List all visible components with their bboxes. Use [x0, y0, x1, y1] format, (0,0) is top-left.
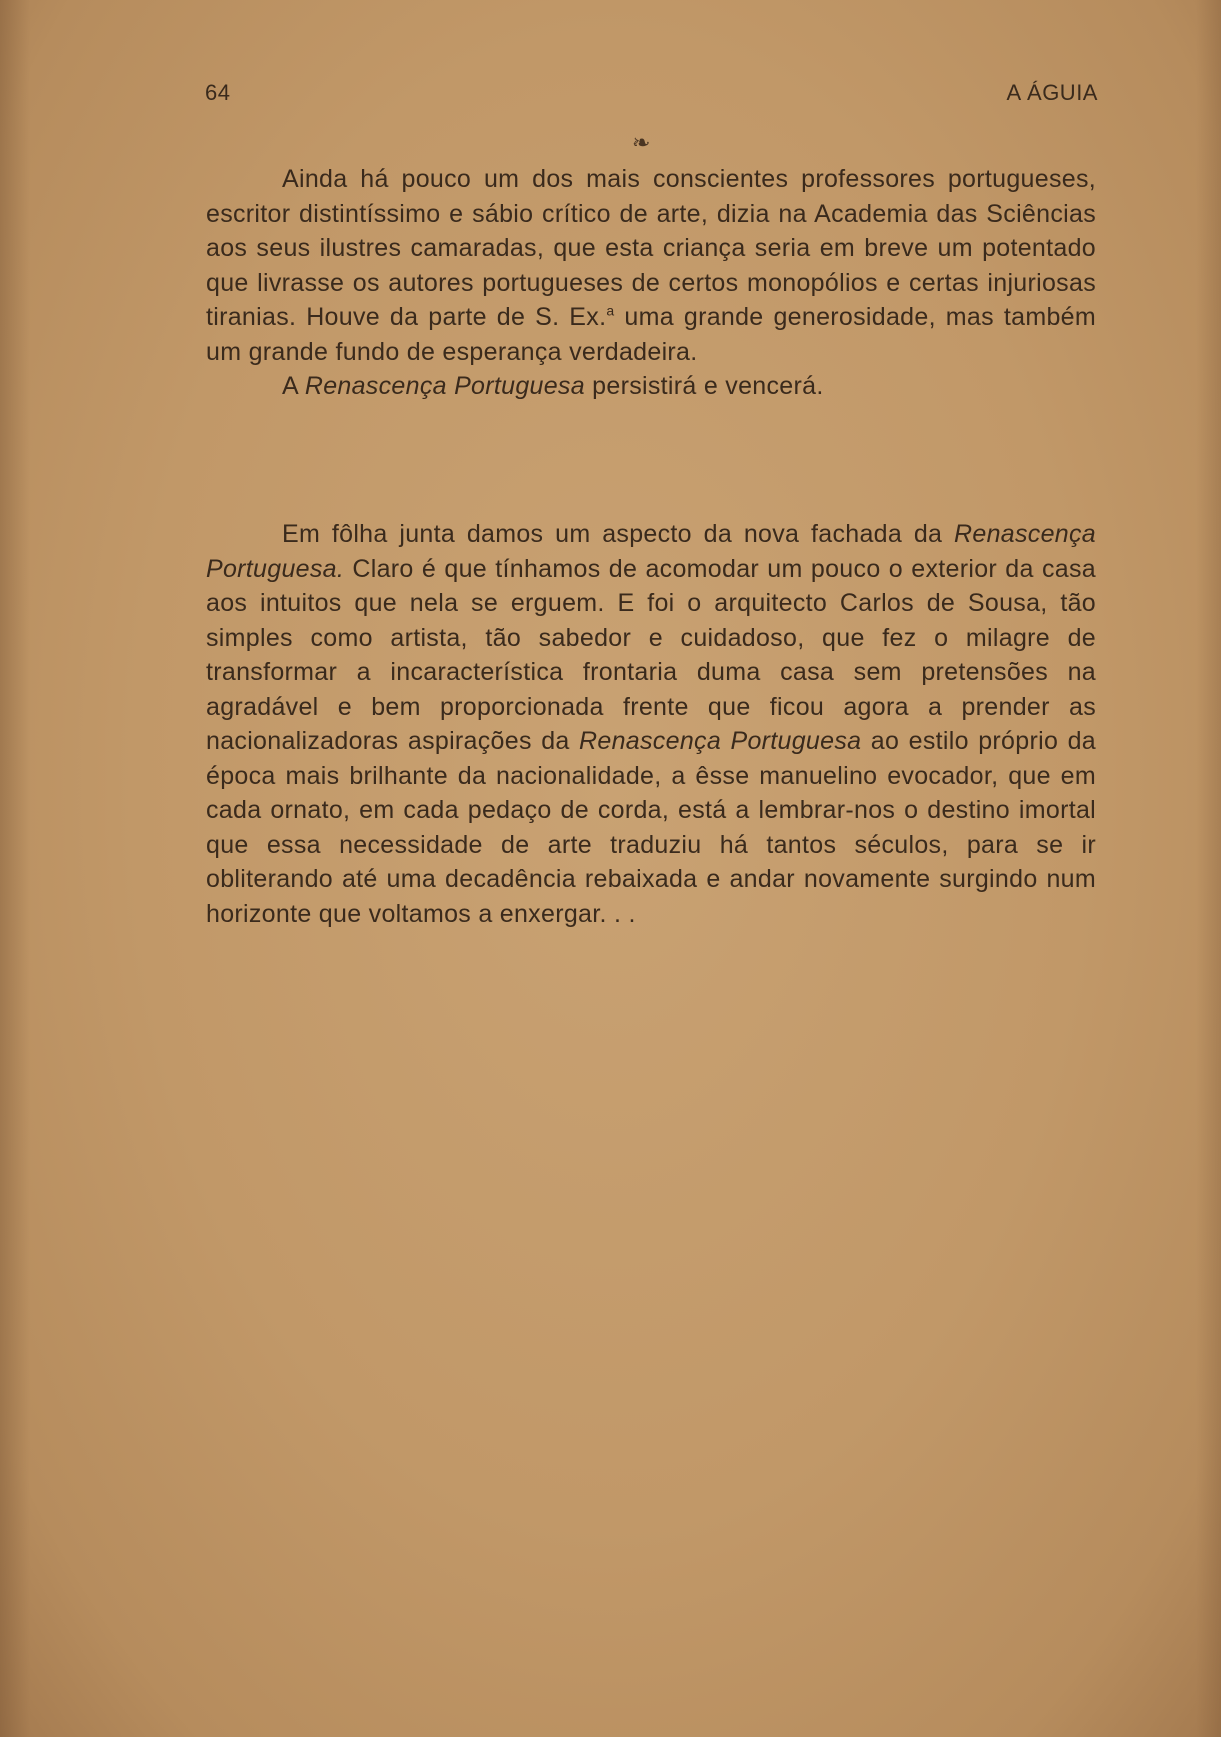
ornament-icon: ❧ — [632, 130, 651, 155]
page-header — [205, 80, 1098, 110]
text-block-top — [206, 162, 1096, 404]
paragraph-2-pre: A — [282, 372, 305, 400]
paragraph-1-text: Ainda há pouco um dos mais conscientes professores portugueses, escritor distintíssimo e sábio crítico de arte, dizia na Academia das Sciências aos seus ilustres camaradas, que esta criança seria em breve um potentado que livrasse os autores portugueses de certos monopólios e certas injuriosas tiranias. Houve da parte de S. Ex. — [206, 165, 1096, 331]
paragraph-1-text-end: uma grande generosidade, mas também um grande fundo de esperança verdadeira. — [206, 303, 1096, 366]
paragraph-2 — [206, 369, 1096, 404]
paragraph-3-i1: Renascença Portuguesa. — [206, 520, 1096, 583]
text-block-bottom — [206, 517, 1096, 931]
paragraph-2-italic: Renascença Portuguesa — [304, 372, 585, 400]
paragraph-2-post: persistirá e vencerá. — [584, 372, 824, 400]
paragraph-3 — [206, 517, 1096, 931]
paragraph-3-t3: ao estilo próprio da época mais brilhante da nacionalidade, a êsse manuelino evocador, que em cada ornato, em cada pedaço de corda, está a lembrar-nos o destino imortal que essa necessidade de arte traduziu há tantos séculos, para se ir obliterando até uma decadência rebaixada e andar novamente surgindo num horizonte que voltamos a enxergar. . . — [206, 727, 1096, 928]
paragraph-1-superscript: a — [606, 302, 615, 319]
paragraph-3-t2: Claro é que tínhamos de acomodar um pouco o exterior da casa aos intuitos que nela se erguem. E foi o arquitecto Carlos de Sousa, tão simples como artista, tão sabedor e cuidadoso, que fez o milagre de transformar a incaracterística frontaria duma casa sem pretensões na agradável e bem proporcionada frente que ficou agora a prender as nacionalizadoras aspirações da — [206, 554, 1096, 755]
page-number: 64 — [205, 80, 231, 105]
paragraph-3-t1: Em fôlha junta damos um aspecto da nova fachada da — [282, 520, 955, 548]
running-head: A ÁGUIA — [1006, 80, 1098, 105]
paragraph-1 — [206, 162, 1096, 369]
paragraph-3-i2: Renascença Portuguesa — [579, 727, 862, 755]
